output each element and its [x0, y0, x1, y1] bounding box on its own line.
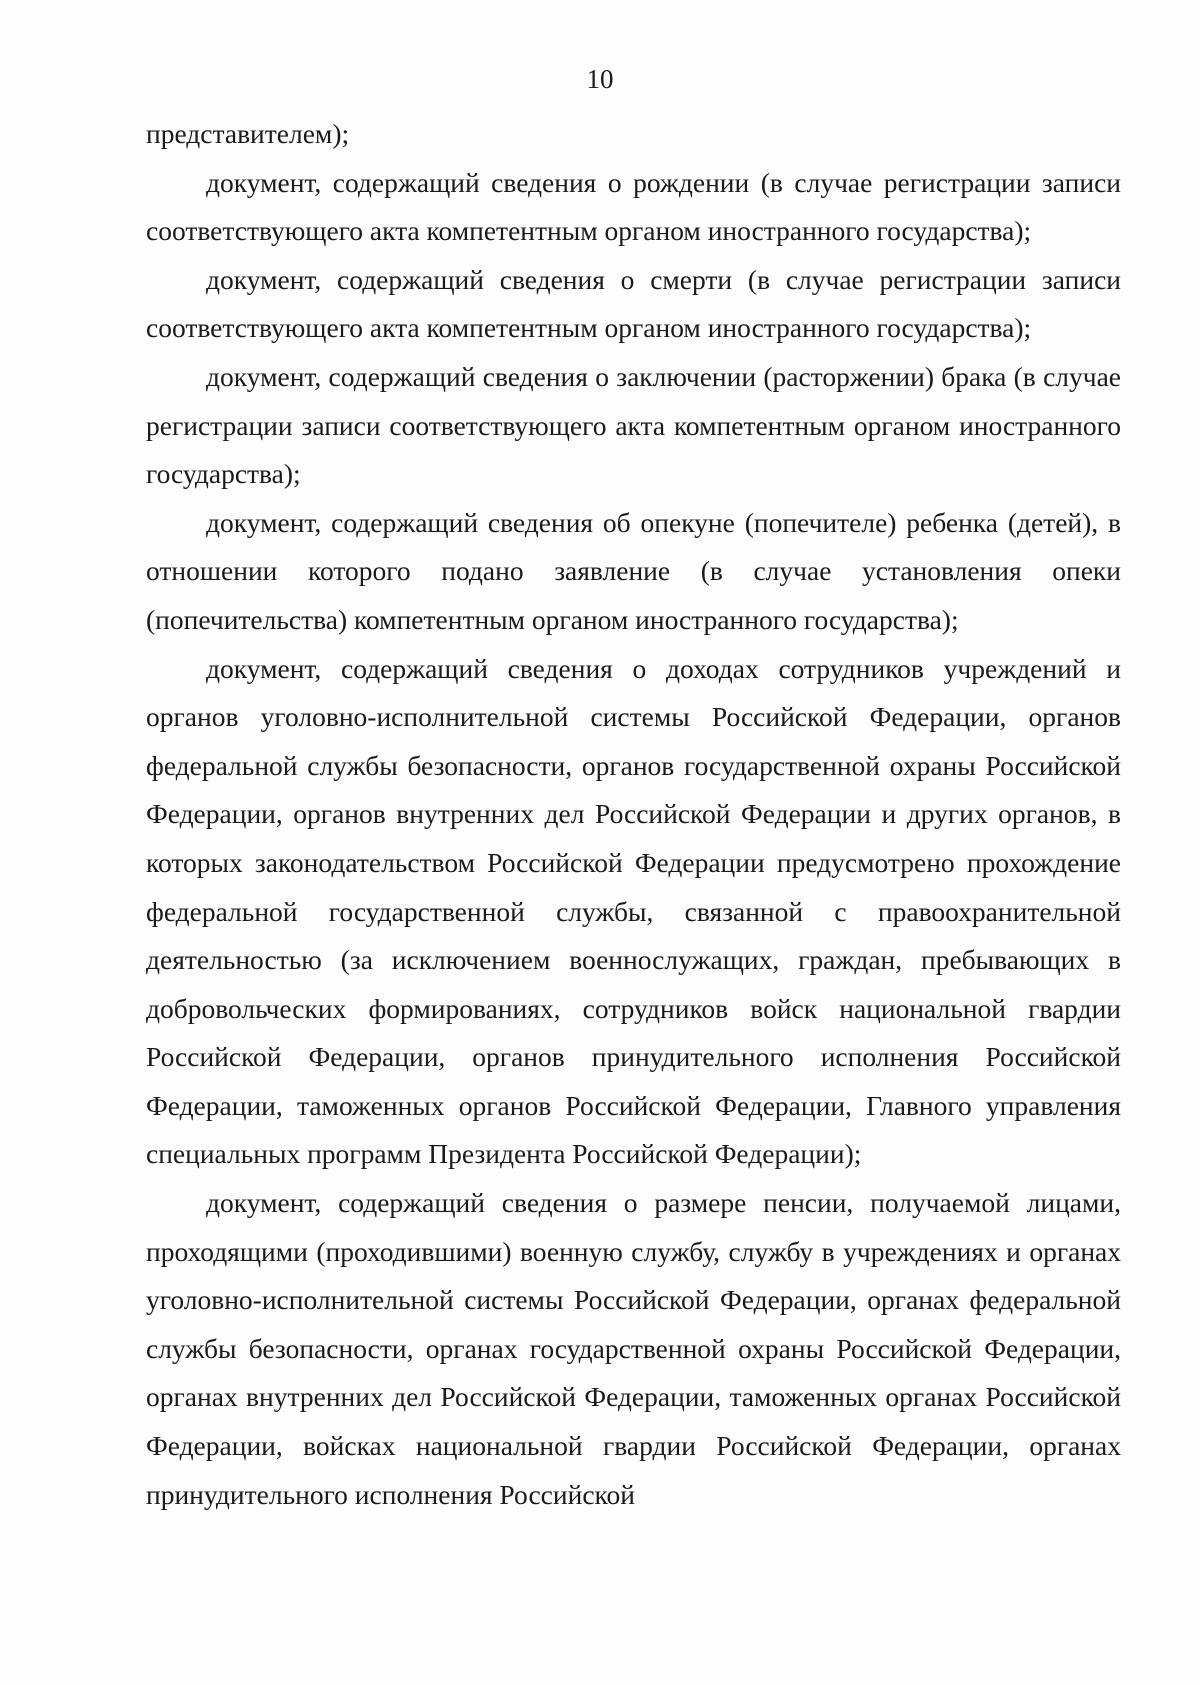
paragraph-death-document: документ, содержащий сведения о смерти (в случае регистрации записи соответствующего акта компетентным органом иностранного государства); — [146, 263, 1121, 344]
paragraph-pension-document: документ, содержащий сведения о размере пенсии, получаемой лицами, проходящими (проходившими) военную службу, службу в учреждениях и органах уголовно-исполнительной системы Российской Федерации, органах федеральной службы безопасности, органах государственной охраны Российской Федерации, органах внутренних дел Российской Федерации, таможенных органах Российской Федерации, войсках национальной гвардии Российской Федерации, органах принудительного исполнения Российской — [146, 1187, 1121, 1510]
paragraph-guardian-document: документ, содержащий сведения об опекуне (попечителе) ребенка (детей), в отношении которого подано заявление (в случае установления опеки (попечительства) компетентным органом иностранного государства); — [146, 506, 1121, 635]
page-number: 10 — [586, 64, 614, 94]
document-body — [146, 110, 1121, 1519]
paragraph-marriage-document: документ, содержащий сведения о заключении (расторжении) брака (в случае регистрации записи соответствующего акта компетентным органом иностранного государства); — [146, 360, 1121, 490]
paragraph-birth-document: документ, содержащий сведения о рождении (в случае регистрации записи соответствующего акта компетентным органом иностранного государства); — [146, 166, 1121, 247]
paragraph-continuation: представителем); — [146, 118, 350, 149]
paragraph-income-document: документ, содержащий сведения о доходах сотрудников учреждений и органов уголовно-исполнительной системы Российской Федерации, органов федеральной службы безопасности, органов государственной охраны Российской Федерации, органов внутренних дел Российской Федерации и других органов, в которых законодательством Российской Федерации предусмотрено прохождение федеральной государственной службы, связанной с правоохранительной деятельностью (за исключением военнослужащих, граждан, пребывающих в добровольческих формированиях, сотрудников войск национальной гвардии Российской Федерации, органов принудительного исполнения Российской Федерации, таможенных органов Российской Федерации, Главного управления специальных программ Президента Российской Федерации); — [146, 652, 1121, 1170]
